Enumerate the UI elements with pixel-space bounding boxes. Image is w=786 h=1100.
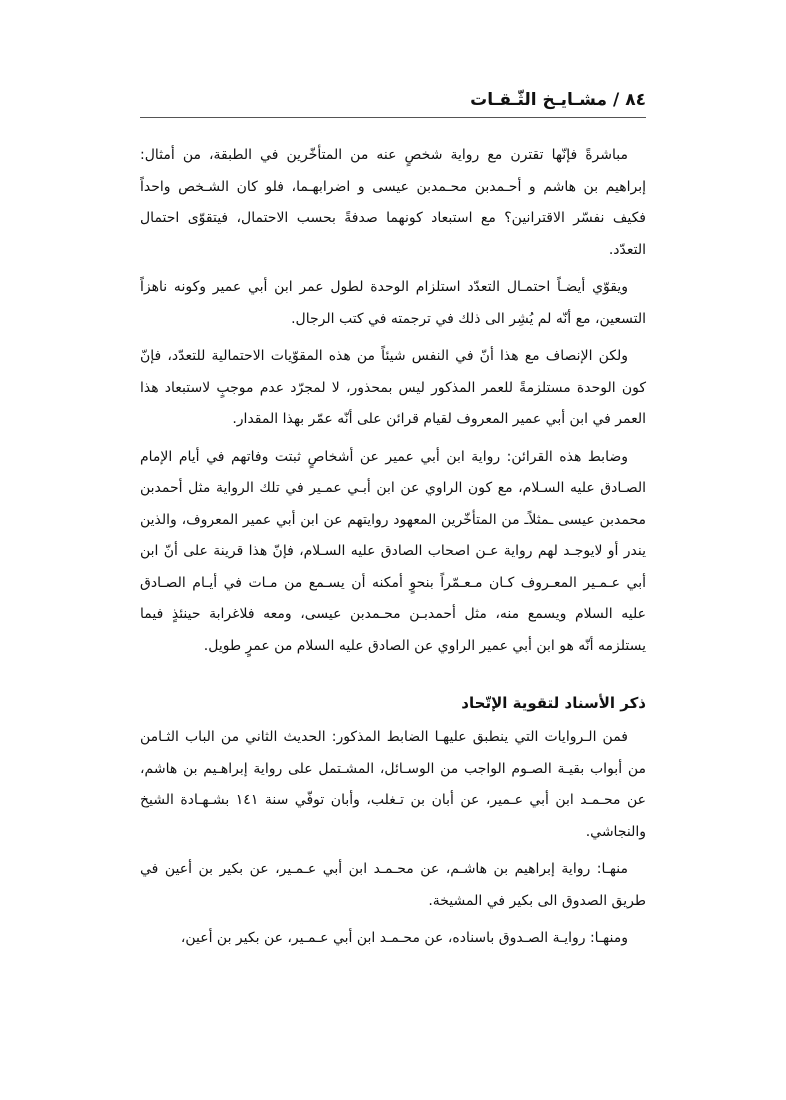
book-title: مشـايـخ الثّـقـات (470, 90, 608, 110)
body-text (140, 140, 646, 961)
running-header (470, 88, 646, 112)
paragraph: ومنهـا: روايـة الصـدوق باسناده، عن محـمـد ابن أبي عـمـير، عن بكير بن أعين، (180, 930, 628, 946)
paragraph: مباشرةً فإنّها تقترن مع رواية شخصٍ عنه من المتأخّرين في الطبقة، من أمثال: إبراهيم بن هاشم و أحـمدبن محـمدبن عيسى و اضرابهـما، فلو كان الشـخص واحداً فكيف نفسّر الاقترانين؟ مع استبعاد كونهما صدفةً بحسب الاحتمال، فيتقوّى احتمال التعدّد. (140, 147, 646, 258)
header-rule (140, 117, 646, 118)
page-number: ٨٤ (625, 90, 646, 110)
paragraph: ويقوّي أيضـاً احتمـال التعدّد استلزام الوحدة لطول عمر ابن أبي عمير وكونه ناهزاً التسعين، مع أنّه لم يُشِر الى ذلك في ترجمته في كتب الرجال. (140, 279, 646, 327)
paragraph: فمن الـروايات التي ينطبق عليهـا الضابط المذكور: الحديث الثاني من الباب الثـامن من أبواب بقيـة الصـوم الواجب من الوسـائل، المشـتمل على رواية إبراهـيم بن هاشم، عن محـمـد ابن أبي عـمير، عن أبان بن تـغلب، وأبان توفّي سنة ١٤١ بشـهـادة الشيخ والنجاشي. (140, 729, 646, 840)
paragraph: وضابط هذه القرائن: رواية ابن أبي عمير عن أشخاصٍ ثبتت وفاتهم في أيام الإمام الصـادق عليه السـلام، مع كون الراوي عن ابن أبـي عمـير في تلك الرواية مثل أحمدبن محمدبن عيسى ـمثلاًـ من المتأخّرين المعهود روايتهم عن ابن أبي عمير المعروف، والذين يندر أو لايوجـد لهم رواية عـن اصحاب الصادق عليه السـلام، فإنّ هذا قرينة على أنّ ابن أبي عـمـير المعـروف كـان مـعـمّراً بنحوٍ أمكنه أن يسـمع من مـات في أيـام الصـادق عليه السلام ويسمع منه، مثل أحمدبـن محـمدبن عيسى، ومعه فلاغرابة حينئذٍ فيما يستلزمه أنّه هو ابن أبي عمير الراوي عن الصادق عليه السلام من عمرٍ طويل. (140, 448, 646, 654)
paragraph: منهـا: رواية إبراهيم بن هاشـم، عن محـمـد ابن أبي عـمـير، عن بكير بن أعين في طريق الصدوق الى بكير في المشيخة. (140, 861, 646, 909)
section-heading: ذكر الأسناد لتقوية الإتّحاد (461, 694, 646, 712)
paragraph: ولكن الإنصاف مع هذا أنّ في النفس شيئاً من هذه المقوّيات الاحتمالية للتعدّد، فإنّ كون الوحدة مستلزمةً للعمر المذكور ليس بمحذور، لا لمجرّد عدم موجبٍ لاستبعاد هذا العمر في ابن أبي عمير المعروف لقيام قرائن على أنّه عمّر بهذا المقدار. (140, 348, 646, 427)
header-separator: / (613, 90, 620, 110)
